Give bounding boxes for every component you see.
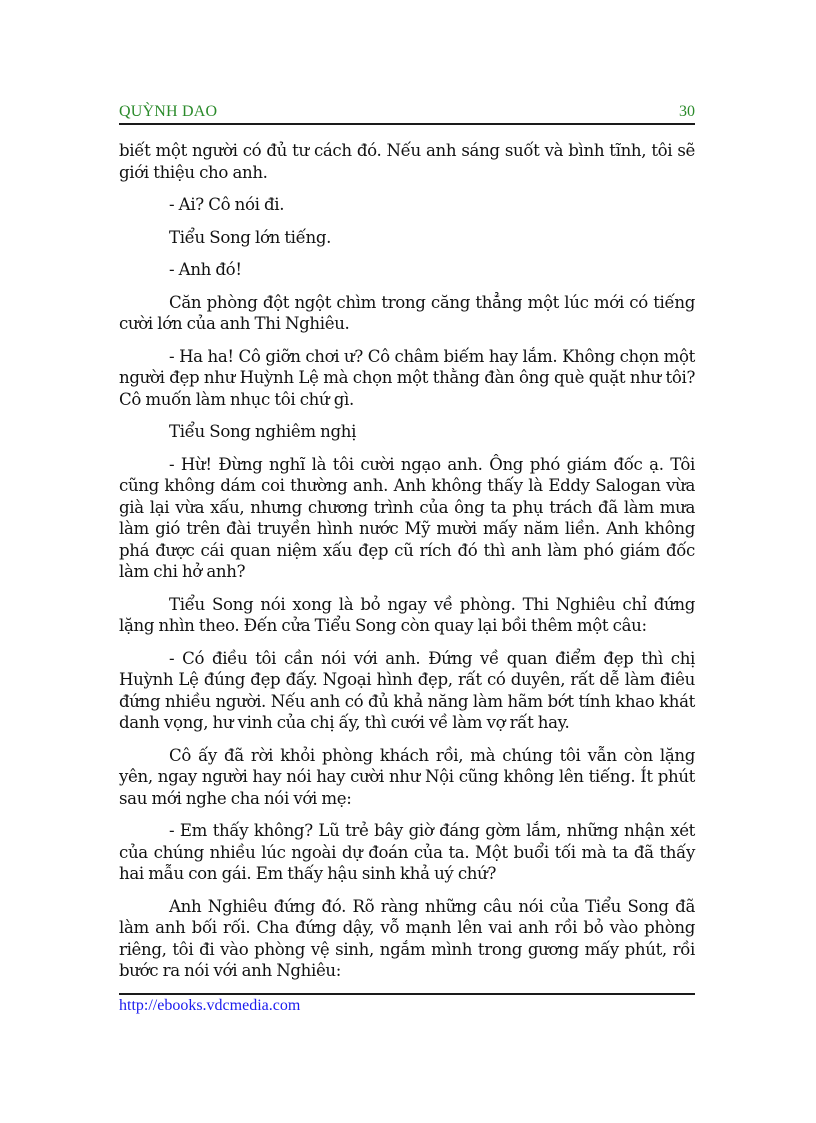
paragraph: Cô ấy đã rời khỏi phòng khách rồi, mà chúng tôi vẫn còn lặng yên, ngay người hay nói hay cười như Nội cũng không lên tiếng. Ít phút sau mới nghe cha nói với mẹ: — [119, 745, 695, 808]
footer-divider — [119, 993, 695, 995]
paragraph: biết một người có đủ tư cách đó. Nếu anh sáng suốt và bình tĩnh, tôi sẽ giới thiệu cho anh. — [119, 141, 695, 182]
paragraph: - Hừ! Đừng nghĩ là tôi cười ngạo anh. Ông phó giám đốc ạ. Tôi cũng không dám coi thường anh. Anh không thấy là Eddy Salogan vừa già lại vừa xấu, nhưng chương trình của ông ta phụ trách đã làm mưa làm gió trên đài truyền hình nước Mỹ mười mấy năm liền. Anh không phá được cái quan niệm xấu đẹp cũ rích đó thì anh làm phó giám đốc làm chi hở anh? — [119, 454, 695, 581]
paragraph: - Anh đó! — [169, 260, 242, 279]
paragraph: - Em thấy không? Lũ trẻ bây giờ đáng gờm lắm, những nhận xét của chúng nhiều lúc ngoài dự đoán của ta. Một buổi tối mà ta đã thấy hai mẫu con gái. Em thấy hậu sinh khả uý chứ? — [119, 821, 695, 883]
paragraph: - Có điều tôi cần nói với anh. Đứng về quan điểm đẹp thì chị Huỳnh Lệ đúng đẹp đấy. Ngoại hình đẹp, rất có duyên, rất dễ làm điêu đứng nhiều người. Nếu anh có đủ khả năng làm hãm bớt tính khao khát danh vọng, hư vinh của chị ấy, thì cưới về làm vợ rất hay. — [119, 648, 695, 732]
paragraph: - Ai? Cô nói đi. — [169, 195, 285, 214]
paragraph: Tiểu Song nói xong là bỏ ngay về phòng. Thi Nghiêu chỉ đứng lặng nhìn theo. Đến cửa Tiểu Song còn quay lại bồi thêm một câu: — [119, 594, 695, 635]
page-header — [119, 101, 695, 125]
paragraph: Căn phòng đột ngột chìm trong căng thẳng một lúc mới có tiếng cười lớn của anh Thi Nghiêu. — [119, 292, 695, 333]
paragraph: Tiểu Song nghiêm nghị — [169, 422, 357, 441]
book-author-title: QUỲNH DAO — [119, 103, 218, 120]
page-body — [119, 140, 695, 993]
footer-link[interactable]: http://ebooks.vdcmedia.com — [119, 997, 301, 1014]
paragraph: - Ha ha! Cô giỡn chơi ư? Cô châm biếm hay lắm. Không chọn một người đẹp như Huỳnh Lệ mà chọn một thằng đàn ông què quặt như tôi? Cô muốn làm nhục tôi chứ gì. — [119, 346, 695, 409]
page-number: 30 — [679, 103, 695, 120]
paragraph: Anh Nghiêu đứng đó. Rõ ràng những câu nói của Tiểu Song đã làm anh bối rối. Cha đứng dậy, vỗ mạnh lên vai anh rồi bỏ vào phòng riêng, tôi đi vào phòng vệ sinh, ngắm mình trong gương mấy phút, rồi bước ra nói với anh Nghiêu: — [119, 896, 695, 980]
paragraph: Tiểu Song lớn tiếng. — [169, 227, 332, 247]
